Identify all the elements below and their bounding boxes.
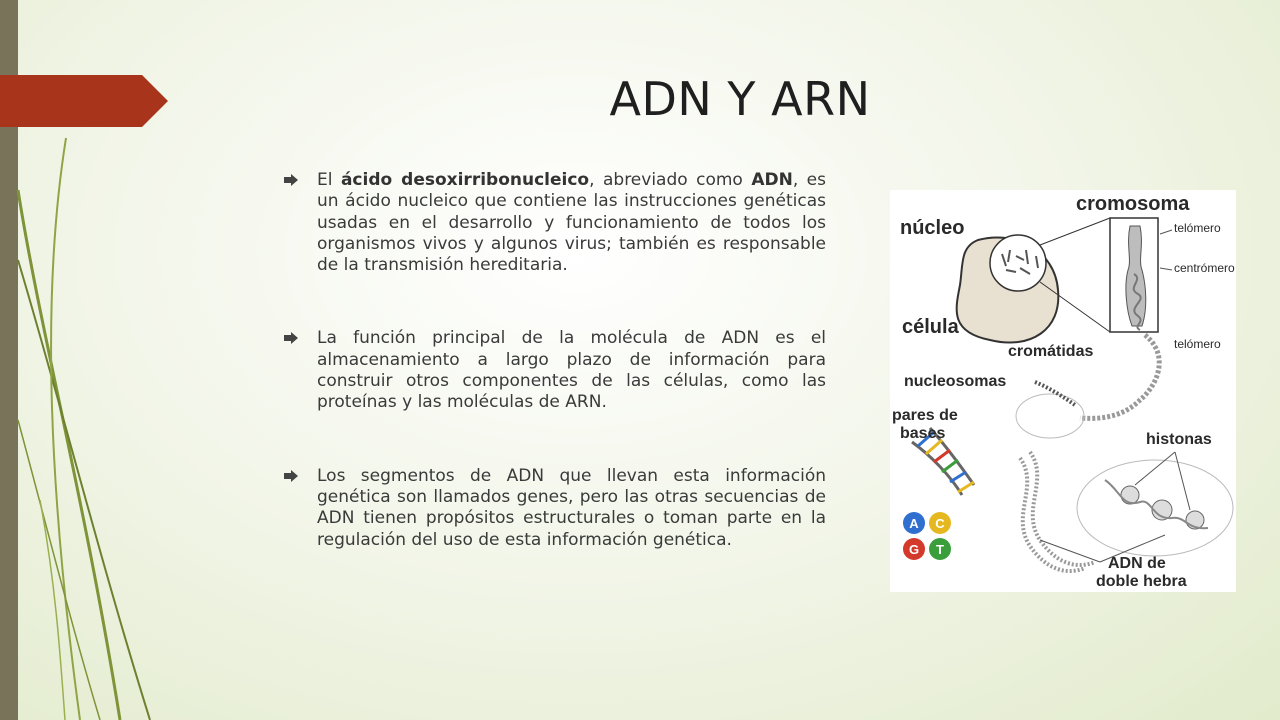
dna-diagram-svg xyxy=(890,190,1236,592)
bullet-item-adn-definition xyxy=(284,170,826,276)
dna-helix-strand xyxy=(1020,458,1085,571)
bullet-text-mid: , abreviado como xyxy=(589,170,752,190)
label-doble-hebra: doble hebra xyxy=(1096,573,1187,590)
label-telomero-top: telómero xyxy=(1174,221,1221,235)
label-centromero: centrómero xyxy=(1174,261,1235,275)
label-nucleo: núcleo xyxy=(900,217,965,239)
label-cromatidas: cromátidas xyxy=(1008,343,1094,360)
label-nucleosomas: nucleosomas xyxy=(904,373,1007,390)
title-accent-arrow xyxy=(0,75,168,127)
label-histonas: histonas xyxy=(1146,431,1212,448)
bullet-text-pre: El xyxy=(317,170,341,190)
bullet-text-post: , es un ácido nucleico que contiene las instrucciones genéticas usadas en el desarrollo y funcionamiento de todos los organismos vivos y algunos virus; también es responsable de la transmisión hereditaria. xyxy=(317,170,827,276)
bullet-bold-abbrev: ADN xyxy=(751,170,793,190)
nucleosome-ellipse xyxy=(1016,394,1084,438)
bullet-list xyxy=(284,170,826,603)
base-c-letter: C xyxy=(935,516,945,531)
label-adn-de: ADN de xyxy=(1108,555,1166,572)
bullet-text: La función principal de la molécula de ADN es el almacenamiento a largo plazo de información para construir otros componentes de las células, como las proteínas y las moléculas de ARN. xyxy=(317,328,826,413)
nucleosome-coil xyxy=(1035,382,1075,405)
histone-pointer xyxy=(1175,452,1190,510)
base-a-letter: A xyxy=(909,516,919,531)
label-pares-de: pares de xyxy=(892,407,958,424)
base-t-letter: T xyxy=(936,542,944,557)
bullet-arrow-icon xyxy=(284,174,298,186)
bullet-text: Los segmentos de ADN que llevan esta información genética son llamados genes, pero las otras secuencias de ADN tienen propósitos estructurales o toman parte en la regulación del uso de esta información genética. xyxy=(317,465,826,550)
centromere-pointer xyxy=(1160,268,1172,270)
label-celula: célula xyxy=(902,316,959,338)
label-cromosoma: cromosoma xyxy=(1076,193,1190,215)
label-bases: bases xyxy=(900,425,946,442)
telomere-pointer-top xyxy=(1160,230,1172,234)
base-circles xyxy=(903,512,951,560)
histone-pointer xyxy=(1135,452,1175,485)
dna-structure-diagram xyxy=(890,190,1236,592)
histone-bead xyxy=(1121,486,1139,504)
base-g-letter: G xyxy=(908,542,920,557)
bullet-item-adn-segments xyxy=(284,466,826,551)
bullet-arrow-icon xyxy=(284,332,298,344)
connector-line xyxy=(1040,218,1110,245)
bullet-arrow-icon xyxy=(284,470,298,482)
label-telomero-bottom: telómero xyxy=(1174,337,1221,351)
bullet-bold-term: ácido desoxirribonucleico xyxy=(340,170,590,190)
bullet-item-adn-function xyxy=(284,328,826,413)
slide-title: ADN Y ARN xyxy=(609,72,871,126)
